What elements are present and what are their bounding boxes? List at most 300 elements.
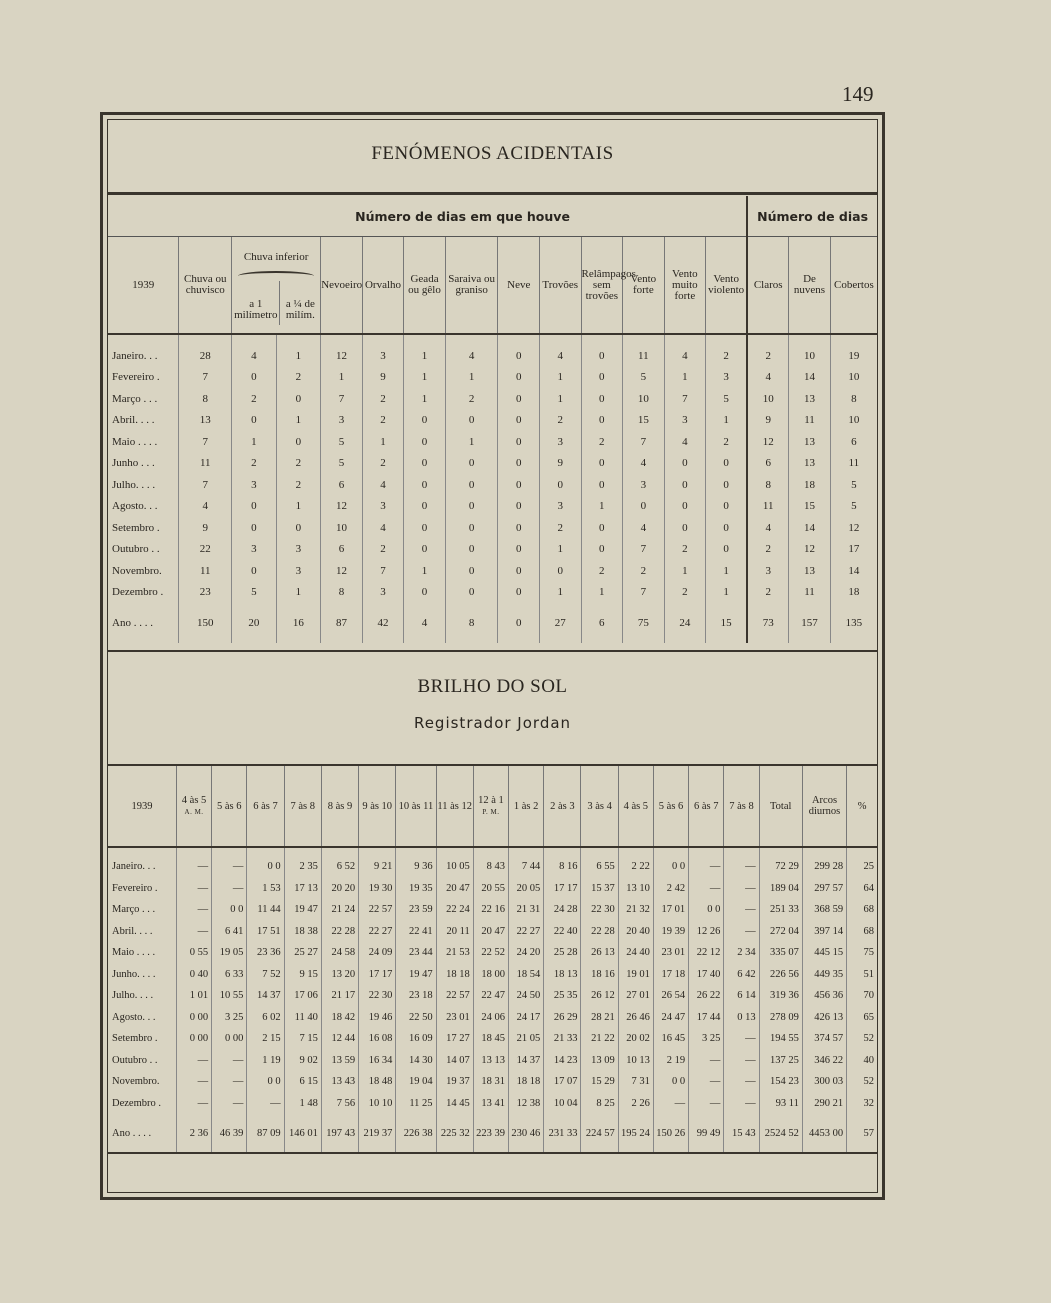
- table-cell: 1 01: [176, 985, 211, 1007]
- table-cell: 10 05: [436, 847, 473, 878]
- table-cell: 14 23: [544, 1050, 581, 1072]
- table-cell: 6 15: [284, 1071, 321, 1093]
- table-cell: 26 46: [618, 1007, 653, 1029]
- table-row: [108, 985, 877, 1007]
- table-cell: 2: [747, 582, 789, 604]
- table-cell: 19 01: [618, 964, 653, 986]
- table-cell: 0 0: [212, 899, 247, 921]
- table-cell: 17 06: [284, 985, 321, 1007]
- col-label: 11 às 12: [437, 800, 472, 812]
- table-cell: 0 0: [247, 847, 284, 878]
- table-cell: 0: [581, 410, 623, 432]
- month-label: Setembro .: [112, 1033, 158, 1045]
- table-cell: 6 55: [581, 847, 618, 878]
- col-header: [724, 765, 759, 847]
- table-cell: 8: [321, 582, 363, 604]
- table-cell: 13: [789, 453, 831, 475]
- table-cell: 6: [581, 603, 623, 643]
- table-cell: 13: [789, 560, 831, 582]
- table-cell: 15 43: [724, 1114, 759, 1153]
- table-cell: 11: [179, 453, 232, 475]
- table-cell: 11 40: [284, 1007, 321, 1029]
- col-header: [802, 765, 846, 847]
- table-cell: 4: [232, 334, 277, 367]
- table-cell: 7 44: [509, 847, 544, 878]
- table-cell: 10 10: [359, 1093, 396, 1115]
- col-label: %: [857, 800, 867, 812]
- table-cell: 14 07: [436, 1050, 473, 1072]
- table-cell: 23: [179, 582, 232, 604]
- table-cell: 26 22: [689, 985, 724, 1007]
- table-row: [108, 431, 877, 453]
- table-cell: 150: [179, 603, 232, 643]
- table-cell: 445 15: [802, 942, 846, 964]
- table-cell: 72 29: [759, 847, 802, 878]
- table-cell: 0: [445, 474, 498, 496]
- table-cell: 0: [706, 474, 748, 496]
- table-cell: 0: [498, 410, 540, 432]
- table-cell: —: [212, 878, 247, 900]
- divider: [108, 192, 877, 195]
- table-cell: 3: [232, 474, 277, 496]
- table-cell: 224 57: [581, 1114, 618, 1153]
- month-label: Setembro .: [112, 521, 160, 534]
- table-cell: 10 04: [544, 1093, 581, 1115]
- table-cell: 300 03: [802, 1071, 846, 1093]
- table-cell: 8: [179, 388, 232, 410]
- table-cell: 135: [830, 603, 877, 643]
- table-cell: 7: [179, 431, 232, 453]
- table-cell: 51: [847, 964, 877, 986]
- table-row: [108, 1007, 877, 1029]
- table-cell: 1: [445, 431, 498, 453]
- table-cell: 0: [581, 453, 623, 475]
- table-cell: 0: [404, 517, 446, 539]
- table-cell: 22 41: [396, 921, 436, 943]
- table-cell: 2: [540, 410, 582, 432]
- table-cell: 57: [847, 1114, 877, 1153]
- col-header: [396, 765, 436, 847]
- table-cell: 2: [747, 334, 789, 367]
- table-cell: 13 13: [473, 1050, 508, 1072]
- table-cell: 1: [706, 582, 748, 604]
- table-cell: 4: [664, 334, 706, 367]
- month-label: Outubro . .: [112, 543, 160, 556]
- col-header: [618, 765, 653, 847]
- table-cell: 11: [179, 560, 232, 582]
- table-cell: 5: [321, 431, 363, 453]
- table-row: [108, 878, 877, 900]
- group-label: Número de dias em que houve: [355, 208, 570, 224]
- table-cell: 374 57: [802, 1028, 846, 1050]
- col-header: [321, 765, 358, 847]
- table-cell: 18 54: [509, 964, 544, 986]
- col-label: 4 às 5: [181, 794, 207, 806]
- month-label: Maio . . . .: [112, 947, 156, 959]
- col-header: a 1 milímetro: [232, 281, 280, 325]
- brace: [238, 271, 314, 281]
- table-cell: 26 12: [581, 985, 618, 1007]
- table-cell: —: [212, 847, 247, 878]
- table-cell: 65: [847, 1007, 877, 1029]
- month-label: Maio . . . .: [112, 435, 158, 448]
- table-cell: 2: [706, 431, 748, 453]
- table-cell: 0: [623, 496, 665, 518]
- table-cell: 27: [540, 603, 582, 643]
- table-cell: —: [724, 899, 759, 921]
- month-label: Março . . .: [112, 392, 158, 405]
- table-cell: —: [689, 1071, 724, 1093]
- table-cell: 0: [445, 539, 498, 561]
- table-cell: —: [689, 847, 724, 878]
- table-cell: 0: [498, 367, 540, 389]
- table-cell: 23 59: [396, 899, 436, 921]
- table-cell: 32: [847, 1093, 877, 1115]
- table-cell: 19 04: [396, 1071, 436, 1093]
- table-cell: 11 25: [396, 1093, 436, 1115]
- table-cell: 1: [276, 334, 321, 367]
- table-cell: 18 00: [473, 964, 508, 986]
- table-row: [108, 388, 877, 410]
- table-cell: 9: [362, 367, 404, 389]
- table-cell: 6 33: [212, 964, 247, 986]
- table-cell: 10: [747, 388, 789, 410]
- table-cell: 4: [623, 453, 665, 475]
- table-cell: 1 48: [284, 1093, 321, 1115]
- col-header: [436, 765, 473, 847]
- table-row: [108, 1028, 877, 1050]
- table-cell: 22 24: [436, 899, 473, 921]
- table-cell: 8: [445, 603, 498, 643]
- table-cell: 23 36: [247, 942, 284, 964]
- table-cell: 22 27: [509, 921, 544, 943]
- table-cell: 0 0: [689, 899, 724, 921]
- table-cell: 23 44: [396, 942, 436, 964]
- table-cell: 2 34: [724, 942, 759, 964]
- col-label: 1 às 2: [513, 800, 539, 812]
- col-header: a ¼ de milím.: [285, 297, 315, 321]
- month-label: Fevereiro .: [112, 371, 160, 384]
- table-row: [108, 367, 877, 389]
- table-cell: 3: [362, 582, 404, 604]
- table-cell: 11 44: [247, 899, 284, 921]
- brilho-table: [108, 764, 877, 1154]
- table-cell: 0 00: [212, 1028, 247, 1050]
- table-cell: 2: [276, 453, 321, 475]
- table-cell: 0 55: [176, 942, 211, 964]
- table-cell: 7: [362, 560, 404, 582]
- table-cell: 24 50: [509, 985, 544, 1007]
- table-cell: 9 36: [396, 847, 436, 878]
- table-cell: 2 42: [653, 878, 688, 900]
- table-cell: 0: [404, 474, 446, 496]
- table-cell: 219 37: [359, 1114, 396, 1153]
- table-cell: 6 14: [724, 985, 759, 1007]
- table-cell: —: [724, 1050, 759, 1072]
- table-cell: 299 28: [802, 847, 846, 878]
- table-cell: 4: [747, 517, 789, 539]
- table-cell: 2: [362, 539, 404, 561]
- table-cell: 25 35: [544, 985, 581, 1007]
- table-cell: 12: [321, 560, 363, 582]
- col-label: 2 às 3: [550, 800, 575, 812]
- table-cell: 13: [789, 431, 831, 453]
- col-header: [689, 765, 724, 847]
- col-header: [247, 765, 284, 847]
- table-cell: 0: [540, 474, 582, 496]
- month-label: Ano . . . .: [112, 617, 153, 629]
- table-cell: 22: [179, 539, 232, 561]
- table-cell: 4: [404, 603, 446, 643]
- group-header-houve: [179, 196, 747, 237]
- table-cell: 157: [789, 603, 831, 643]
- table-cell: 24: [664, 603, 706, 643]
- table-cell: 16 34: [359, 1050, 396, 1072]
- table-cell: 2: [664, 582, 706, 604]
- table-cell: 8: [830, 388, 877, 410]
- table-cell: 12: [830, 517, 877, 539]
- table-cell: 19 46: [359, 1007, 396, 1029]
- table-cell: 24 17: [509, 1007, 544, 1029]
- month-label: Outubro . .: [112, 1054, 158, 1066]
- table-cell: 25: [847, 847, 877, 878]
- pm-marker: P. M.: [482, 807, 500, 816]
- month-label: Dezembro .: [112, 586, 164, 599]
- table-cell: 21 05: [509, 1028, 544, 1050]
- table-cell: 25 28: [544, 942, 581, 964]
- table-cell: 231 33: [544, 1114, 581, 1153]
- col-label: 4 às 5: [623, 800, 649, 812]
- table-cell: 10 55: [212, 985, 247, 1007]
- table-cell: 28: [179, 334, 232, 367]
- table-cell: 14 37: [509, 1050, 544, 1072]
- table-cell: 17 17: [544, 878, 581, 900]
- table-cell: 19 47: [396, 964, 436, 986]
- table-cell: 0: [706, 517, 748, 539]
- table-cell: 6: [830, 431, 877, 453]
- table-cell: 14 30: [396, 1050, 436, 1072]
- month-label: Dezembro .: [112, 1097, 161, 1109]
- table-row: [108, 1071, 877, 1093]
- table-cell: 1: [404, 367, 446, 389]
- table-cell: 17 44: [689, 1007, 724, 1029]
- table-cell: 20 11: [436, 921, 473, 943]
- col-header: Cobertos: [830, 237, 877, 335]
- table-cell: 0: [581, 388, 623, 410]
- table-cell: 1: [664, 560, 706, 582]
- table-cell: 7 15: [284, 1028, 321, 1050]
- table-cell: 20 02: [618, 1028, 653, 1050]
- table-cell: 2: [706, 334, 748, 367]
- table-cell: 6: [321, 539, 363, 561]
- table-cell: 1: [664, 367, 706, 389]
- table-cell: 226 56: [759, 964, 802, 986]
- table-cell: 18 38: [284, 921, 321, 943]
- table-cell: 17 51: [247, 921, 284, 943]
- table-cell: 0: [498, 603, 540, 643]
- col-header: [653, 765, 688, 847]
- table-cell: 13 09: [581, 1050, 618, 1072]
- table-cell: 22 30: [359, 985, 396, 1007]
- table-cell: 1: [706, 560, 748, 582]
- table-cell: 8: [747, 474, 789, 496]
- table-cell: 20 20: [321, 878, 358, 900]
- table-row: [108, 517, 877, 539]
- am-marker: A. M.: [184, 807, 204, 816]
- fenomenos-table: [108, 196, 877, 643]
- col-label: 3 às 4: [587, 800, 612, 812]
- table-cell: 0 13: [724, 1007, 759, 1029]
- table-cell: 0: [540, 560, 582, 582]
- table-cell: 4: [179, 496, 232, 518]
- col-header: Neve: [498, 237, 540, 335]
- table-cell: 290 21: [802, 1093, 846, 1115]
- table-cell: 3: [362, 334, 404, 367]
- page-number: 149: [842, 82, 874, 106]
- table-cell: 26 29: [544, 1007, 581, 1029]
- table-cell: 3: [276, 539, 321, 561]
- table-row: [108, 921, 877, 943]
- table-cell: 0 00: [176, 1007, 211, 1029]
- table-cell: 19 35: [396, 878, 436, 900]
- table-cell: 40: [847, 1050, 877, 1072]
- col-header: [359, 765, 396, 847]
- table-cell: —: [689, 1093, 724, 1115]
- table-cell: 20: [232, 603, 277, 643]
- table-cell: 223 39: [473, 1114, 508, 1153]
- table-cell: 4: [540, 334, 582, 367]
- table-cell: 1: [581, 496, 623, 518]
- table-cell: 278 09: [759, 1007, 802, 1029]
- table-cell: 99 49: [689, 1114, 724, 1153]
- table-cell: 1 19: [247, 1050, 284, 1072]
- table-cell: 18: [830, 582, 877, 604]
- table-cell: 456 36: [802, 985, 846, 1007]
- table-row: [108, 334, 877, 367]
- table-cell: 22 50: [396, 1007, 436, 1029]
- table-cell: 20 40: [618, 921, 653, 943]
- table-cell: 272 04: [759, 921, 802, 943]
- table-cell: 5: [830, 496, 877, 518]
- table-row: [108, 474, 877, 496]
- col-label: 8 às 9: [327, 800, 353, 812]
- table-cell: 8 43: [473, 847, 508, 878]
- year-header: 1939: [108, 237, 179, 335]
- col-header: [473, 765, 508, 847]
- table-cell: 1: [581, 582, 623, 604]
- table-cell: 13 43: [321, 1071, 358, 1093]
- table-cell: 23 01: [436, 1007, 473, 1029]
- table-cell: 0: [498, 431, 540, 453]
- table-cell: 22 28: [321, 921, 358, 943]
- table-cell: —: [212, 1093, 247, 1115]
- month-label: Novembro.: [112, 1076, 160, 1088]
- table-cell: 9: [179, 517, 232, 539]
- table-cell: 68: [847, 921, 877, 943]
- table-cell: 154 23: [759, 1071, 802, 1093]
- table-cell: 346 22: [802, 1050, 846, 1072]
- table-cell: 18 16: [581, 964, 618, 986]
- table-cell: —: [724, 847, 759, 878]
- table-cell: 10: [830, 410, 877, 432]
- table-cell: 2: [362, 410, 404, 432]
- table-cell: 0: [276, 517, 321, 539]
- table-cell: 18: [789, 474, 831, 496]
- table-cell: 0: [498, 582, 540, 604]
- table-cell: 297 57: [802, 878, 846, 900]
- month-label: Janeiro. . .: [112, 861, 156, 873]
- table-cell: 13: [179, 410, 232, 432]
- table-cell: 17 17: [359, 964, 396, 986]
- table-cell: 22 47: [473, 985, 508, 1007]
- table-cell: 12: [747, 431, 789, 453]
- col-header: Trovões: [540, 237, 582, 335]
- table-cell: 19: [830, 334, 877, 367]
- table-cell: —: [724, 1028, 759, 1050]
- table-cell: 0: [664, 474, 706, 496]
- table-cell: 1 53: [247, 878, 284, 900]
- table-cell: 17 40: [689, 964, 724, 986]
- month-label: Julho. . . .: [112, 478, 156, 491]
- col-header: [509, 765, 544, 847]
- table-cell: 5: [232, 582, 277, 604]
- table-cell: 0: [404, 410, 446, 432]
- col-header: Vento violento: [706, 237, 748, 335]
- table-cell: 0: [664, 517, 706, 539]
- table-cell: 2: [276, 367, 321, 389]
- table-cell: 0: [445, 517, 498, 539]
- table-cell: 24 09: [359, 942, 396, 964]
- table-cell: 16 45: [653, 1028, 688, 1050]
- total-row: [108, 603, 877, 643]
- table-cell: 2: [581, 560, 623, 582]
- table-cell: 6 02: [247, 1007, 284, 1029]
- table-cell: 19 30: [359, 878, 396, 900]
- col-header: [284, 765, 321, 847]
- table-cell: 26 54: [653, 985, 688, 1007]
- table-cell: —: [176, 1093, 211, 1115]
- col-label: 10 às 11: [398, 800, 434, 812]
- table-cell: 46 39: [212, 1114, 247, 1153]
- blank: [108, 196, 179, 237]
- table-cell: 0: [581, 474, 623, 496]
- table-row: [108, 453, 877, 475]
- table-cell: 22 12: [689, 942, 724, 964]
- table-cell: 5: [623, 367, 665, 389]
- table-cell: 64: [847, 878, 877, 900]
- table-cell: 22 57: [436, 985, 473, 1007]
- table-cell: 0: [404, 431, 446, 453]
- table-cell: 0: [498, 496, 540, 518]
- month-label: Agosto. . .: [112, 1011, 156, 1023]
- table-cell: 52: [847, 1028, 877, 1050]
- col-header: [544, 765, 581, 847]
- table-cell: —: [724, 878, 759, 900]
- month-label: Fevereiro .: [112, 882, 158, 894]
- table-cell: —: [176, 899, 211, 921]
- table-cell: 2 36: [176, 1114, 211, 1153]
- table-cell: 8 16: [544, 847, 581, 878]
- table-cell: 0: [581, 367, 623, 389]
- table-cell: 23 18: [396, 985, 436, 1007]
- table-cell: 1: [404, 560, 446, 582]
- table-cell: 0: [498, 474, 540, 496]
- table-cell: 7 52: [247, 964, 284, 986]
- table-cell: 14 37: [247, 985, 284, 1007]
- table-cell: 22 30: [581, 899, 618, 921]
- table-cell: 1: [706, 410, 748, 432]
- table-cell: 7: [623, 431, 665, 453]
